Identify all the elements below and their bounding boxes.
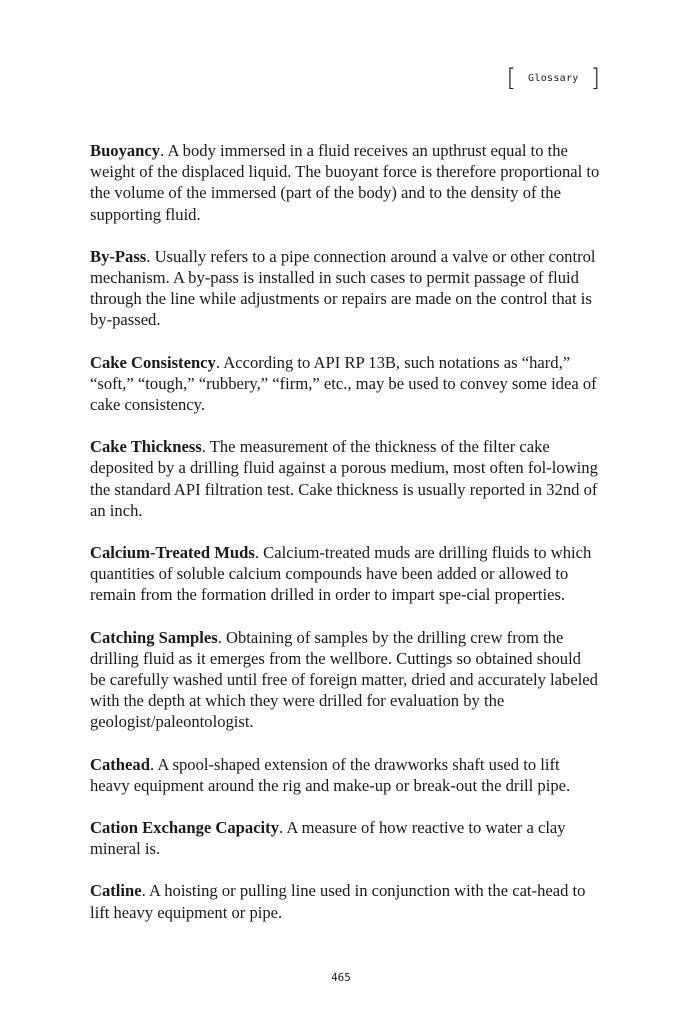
glossary-entries [90,140,600,944]
entry-term-punct: . [254,543,260,563]
glossary-entry-calcium-treated-muds [90,542,600,606]
entry-definition: A measure of how reactive to water a clay mineral is. [90,818,566,859]
entry-definition: Usually refers to a pipe connection around a valve or other control mechanism. A by-pass is installed in such cases to permit passage of fluid through the line while adjustments or repairs are made on the control that is by-passed. [90,246,596,330]
entry-term: By-Pass [90,246,147,266]
entry-term: Cathead [90,754,150,774]
entry-term-punct: . [279,818,284,838]
glossary-entry-cake-thickness [90,436,600,521]
entry-term: Catching Samples [90,627,218,647]
entry-definition: Calcium-treated muds are drilling fluids to which quantities of soluble calcium compounds have been added or allowed to remain from the formation drilled in order to impart spe-cial properties. [90,543,592,605]
entry-term: Cake Thickness [90,437,202,457]
entry-definition: The measurement of the thickness of the filter cake deposited by a drilling fluid against a porous medium, most often fol-lowing the standard API filtration test. Cake thickness is usually reported in 32nd of an inch. [90,437,598,520]
glossary-entry-by-pass [90,246,600,331]
entry-term-punct: . [217,627,222,647]
glossary-entry-buoyancy [90,140,600,225]
entry-definition: A body immersed in a fluid receives an upthrust equal to the weight of the displaced liquid. The buoyant force is therefore proportional to the volume of the immersed (part of the body) and to the density of the supporting fluid. [90,141,600,224]
entry-term: Cake Consistency [90,352,216,372]
entry-term: Catline [90,881,142,901]
glossary-entry-cation-exchange-capacity [90,817,600,859]
running-header [507,66,600,90]
entry-definition: A hoisting or pulling line used in conjunction with the cat-head to lift heavy equipment or pipe. [90,881,586,922]
entry-term: Buoyancy [90,141,161,160]
entry-term: Calcium-Treated Muds [90,543,255,563]
entry-term-punct: . [149,754,155,774]
page-number: 465 [331,971,351,984]
entry-term-punct: . [141,881,146,901]
glossary-entry-cathead [90,754,600,796]
entry-term: Cation Exchange Capacity [90,818,279,838]
glossary-entry-cake-consistency [90,352,600,416]
entry-definition: According to API RP 13B, such notations as “hard,” “soft,” “tough,” “rubbery,” “firm,” etc., may be used to convey some idea of cake consistency. [90,352,597,415]
entry-definition: Obtaining of samples by the drilling crew from the drilling fluid as it emerges from the wellbore. Cuttings so obtained should be carefully washed until free of foreign matter, dried and accurately labeled with the depth at which they were drilled for evaluation by the geologist/paleontologist. [90,627,598,732]
glossary-entry-catching-samples [90,627,600,733]
entry-term-punct: . [146,246,151,266]
entry-definition: A spool-shaped extension of the drawworks shaft used to lift heavy equipment around the rig and make-up or break-out the drill pipe. [90,754,571,795]
right-bracket-icon: ] [590,64,600,92]
left-bracket-icon: [ [506,64,517,92]
entry-term-punct: . [215,352,220,372]
section-title: Glossary [528,72,579,84]
entry-term-punct: . [201,437,206,457]
entry-term-punct: . [160,141,165,160]
glossary-entry-catline [90,880,600,922]
